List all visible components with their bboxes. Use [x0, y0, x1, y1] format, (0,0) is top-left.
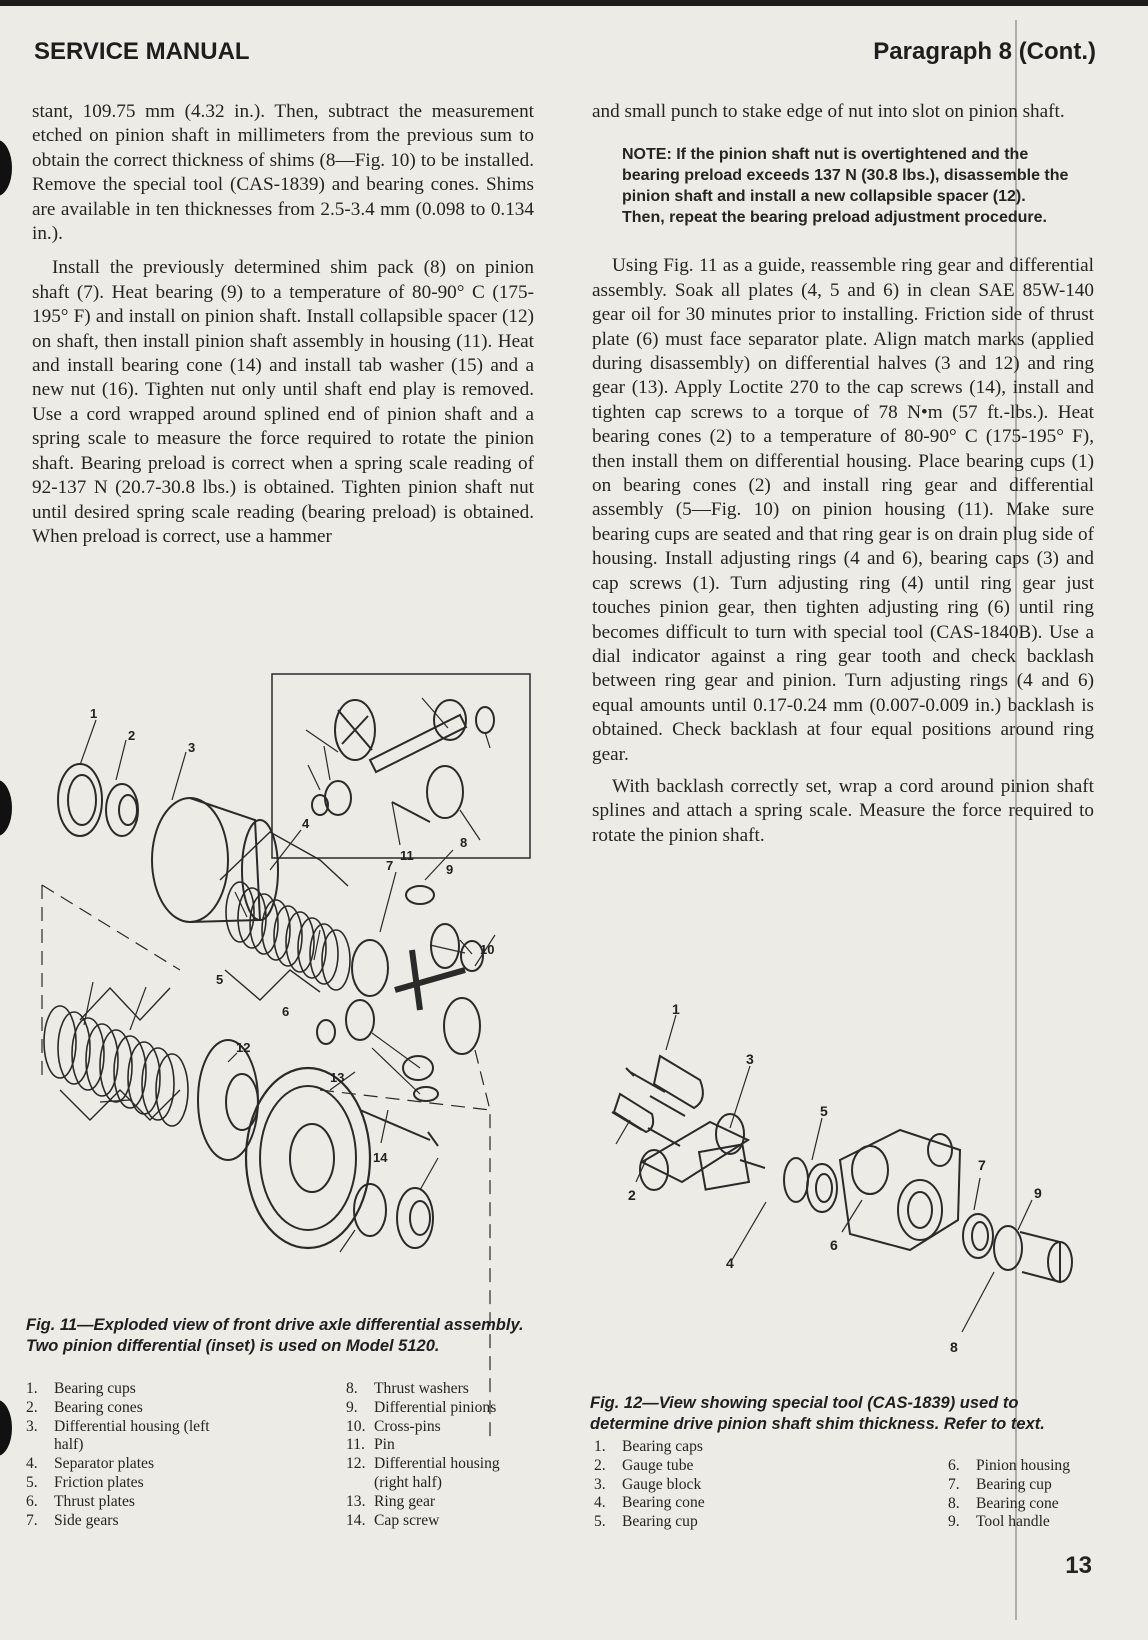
callout-14: 14 [373, 1150, 388, 1165]
figure-11-exploded-view [20, 670, 540, 1310]
callout-11: 11 [400, 848, 414, 863]
legend-item: 13. Ring gear [346, 1492, 436, 1510]
body-paragraph: Install the previously determined shim pack (8) on pinion shaft (7). Heat bearing (9) to a temperature of 80-90° C (175-195° F) and install on pinion shaft. Install collapsible spacer (12) on shaft, then install pinion shaft assembly in housing (11). Heat and install bearing cone (14) and install tab washer (15) and a new nut (16). Tighten nut only until shaft end play is removed. Use a cord wrapped around splined end of pinion shaft and a spring scale to measure the force required to rotate the pinion shaft. Bearing preload is correct when a spring scale reading of 92-137 N (20.7-30.8 lbs.) is obtained. Tighten pinion shaft nut until desired spring scale reading (bearing preload) is obtained. When preload is correct, use a hammer [32, 257, 534, 547]
callout-13: 13 [330, 1070, 345, 1085]
callout-2: 2 [128, 728, 136, 743]
legend-item: 3. Differential housing (left half) [26, 1417, 210, 1454]
callout-9: 9 [1034, 1185, 1042, 1201]
binder-hole-top [0, 140, 12, 196]
figure-11-caption: Fig. 11—Exploded view of front drive axle differential assembly. Two pinion differential (inset) is used on Model 5120. [26, 1316, 524, 1355]
figure-12-special-tool-view [590, 1001, 1110, 1380]
callout-4: 4 [302, 816, 310, 831]
legend-item: 1. Bearing cups [26, 1380, 136, 1397]
legend-item: 2. Bearing cones [26, 1398, 143, 1416]
legend-item: 8. Thrust washers [346, 1380, 469, 1397]
legend-item: 14. Cap screw [346, 1511, 440, 1529]
figure-11-legend-left [26, 1380, 326, 1530]
top-border [0, 0, 1148, 6]
legend-item: 1. Bearing caps [594, 1438, 703, 1455]
page-header-left: SERVICE MANUAL [34, 38, 250, 65]
body-paragraph: With backlash correctly set, wrap a cord around pinion shaft splines and attach a spring scale. Measure the force required to rotate the pinion shaft. [592, 775, 1094, 846]
callout-8: 8 [950, 1339, 958, 1355]
note-box: NOTE: If the pinion shaft nut is overtightened and the bearing preload exceeds 137 N (30.8 lbs.), disassemble the pinion shaft and install a new collapsible spacer (12). Then, repeat the bearing preload adjustment procedure. [622, 146, 1069, 227]
legend-item: 8. Bearing cone [948, 1494, 1059, 1512]
page-number: 13 [1065, 1552, 1092, 1579]
callout-10: 10 [480, 942, 495, 957]
callout-1: 1 [90, 706, 98, 721]
callout-5: 5 [820, 1103, 828, 1119]
legend-item: 5. Bearing cup [594, 1513, 698, 1531]
legend-item: 10. Cross-pins [346, 1417, 441, 1435]
callout-8: 8 [460, 835, 468, 850]
figure-12-legend-left [594, 1438, 844, 1532]
page-header-right: Paragraph 8 (Cont.) [873, 38, 1096, 65]
callout-12: 12 [236, 1040, 251, 1055]
legend-item: 3. Gauge block [594, 1475, 702, 1493]
legend-item: 7. Side gears [26, 1511, 119, 1529]
legend-item: 5. Friction plates [26, 1473, 144, 1491]
callout-4: 4 [726, 1255, 734, 1271]
figure-12-legend-right [948, 1457, 1128, 1532]
legend-item: 12. Differential housing (right half) [346, 1455, 500, 1491]
legend-item: 9. Tool handle [948, 1513, 1050, 1531]
callout-3: 3 [188, 740, 196, 755]
left-text-column [32, 100, 534, 549]
legend-item: 11. Pin [346, 1436, 395, 1454]
callout-5: 5 [216, 972, 224, 987]
legend-item: 7. Bearing cup [948, 1475, 1052, 1493]
legend-item: 9. Differential pinions [346, 1398, 497, 1416]
legend-item: 4. Bearing cone [594, 1494, 705, 1512]
figure-11-legend-right [346, 1380, 546, 1530]
callout-2: 2 [628, 1187, 636, 1203]
callout-7: 7 [386, 858, 394, 873]
binder-hole-bottom [0, 1400, 12, 1456]
binder-hole-middle [0, 780, 12, 836]
callout-6: 6 [282, 1004, 290, 1019]
body-paragraph: stant, 109.75 mm (4.32 in.). Then, subtract the measurement etched on pinion shaft in millimeters from the previous sum to obtain the correct thickness of shims (8—Fig. 10) to be installed. Remove the special tool (CAS-1839) and bearing cones. Shims are available in ten thicknesses from 2.5-3.4 mm (0.098 to 0.134 in.). [32, 101, 534, 245]
callout-6: 6 [830, 1237, 838, 1253]
callout-1: 1 [672, 1001, 680, 1017]
callout-9: 9 [446, 862, 454, 877]
legend-item: 6. Pinion housing [948, 1457, 1071, 1474]
legend-item: 2. Gauge tube [594, 1456, 694, 1474]
figure-12-caption: Fig. 12—View showing special tool (CAS-1839) used to determine drive pinion shaft shim thickness. Refer to text. [590, 1394, 1045, 1433]
legend-item: 4. Separator plates [26, 1455, 155, 1473]
callout-3: 3 [746, 1051, 754, 1067]
body-paragraph: Using Fig. 11 as a guide, reassemble ring gear and differential assembly. Soak all plates (4, 5 and 6) in clean SAE 85W-140 gear oil for 30 minutes prior to installing. Friction side of thrust plate (6) must face separator plate. Align match marks (applied during disassembly) on differential halves (3 and 12) and ring gear (13). Apply Loctite 270 to the cap screws (14), install and tighten cap screws to a torque of 78 N•m (57 ft.-lbs.). Heat bearing cones (2) to a temperature of 80-90° C (175-195° F), then install them on differential housing. Place bearing cups (1) on bearing cones (2) and install ring gear and differential assembly (5—Fig. 10) on pinion housing (11). Make sure bearing cups are seated and that ring gear is on drain plug side of housing. Install adjusting rings (4 and 6), bearing caps (3) and cap screws (1). Turn adjusting ring (4) until ring gear just touches pinion gear, then tighten adjusting ring (6) until ring becomes difficult to turn with special tool (CAS-1840B). Use a dial indicator against a ring gear tooth and check backlash between ring gear and pinion. Turn adjusting rings (4 and 6) equal amounts until 0.17-0.24 mm (0.007-0.009 in.) backlash is obtained. Check backlash at four equal positions around ring gear. [592, 255, 1094, 765]
body-paragraph: and small punch to stake edge of nut into slot on pinion shaft. [592, 101, 1065, 122]
legend-item: 6. Thrust plates [26, 1492, 135, 1510]
callout-7: 7 [978, 1157, 986, 1173]
right-text-column [592, 100, 1094, 848]
